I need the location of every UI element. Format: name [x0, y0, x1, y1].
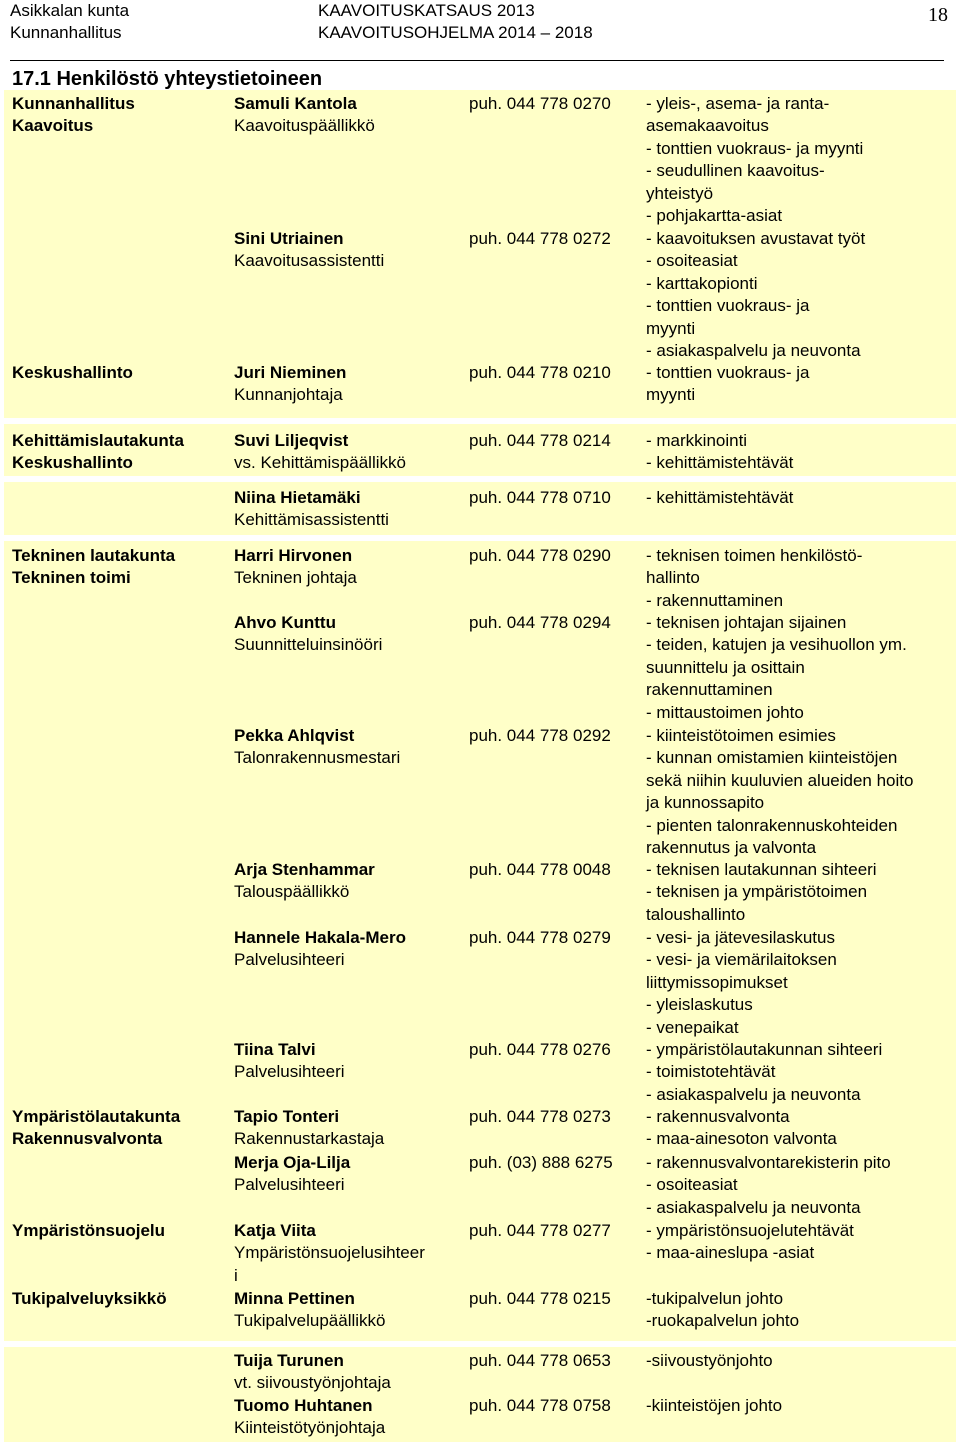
staff-person	[234, 927, 406, 972]
task-item: - seudullinen kaavoitus-	[646, 161, 825, 181]
person-name: Ahvo Kunttu	[234, 613, 336, 632]
department-label	[12, 362, 133, 384]
task-item: - kehittämistehtävät	[646, 453, 794, 473]
task-list	[646, 545, 862, 612]
task-item: - pohjakartta-asiat	[646, 206, 783, 226]
task-item: - kaavoituksen avustavat työt	[646, 229, 866, 248]
task-item: - pienten talonrakennuskohteiden	[646, 815, 898, 835]
department-label	[12, 1220, 165, 1242]
person-name: Hannele Hakala-Mero	[234, 928, 406, 947]
department-label	[12, 1106, 180, 1151]
staff-person	[234, 1106, 384, 1151]
task-item: - yleis-, asema- ja ranta-	[646, 94, 830, 113]
staff-person	[234, 487, 389, 532]
task-item: - osoiteasiat	[646, 251, 738, 271]
row-group-separator	[4, 535, 956, 541]
task-item: - kiinteistötoimen esimies	[646, 726, 836, 745]
person-title: Palvelusihteeri	[234, 950, 345, 970]
department-name: Kaavoitus	[12, 116, 94, 136]
phone-number: puh. 044 778 0292	[469, 726, 611, 745]
task-item: - asiakaspalvelu ja neuvonta	[646, 341, 861, 361]
phone-number: puh. 044 778 0294	[469, 613, 611, 632]
department-label	[12, 430, 184, 475]
task-item: ja kunnossapito	[646, 793, 765, 813]
task-item: rakennutus ja valvonta	[646, 838, 817, 858]
task-item: - mittaustoimen johto	[646, 702, 804, 722]
person-title: Ympäristönsuojelusihteer	[234, 1243, 425, 1263]
task-item: -tukipalvelun johto	[646, 1289, 784, 1308]
staff-person	[234, 725, 400, 770]
person-title: Kehittämisassistentti	[234, 510, 389, 530]
task-item: - rakennuttaminen	[646, 590, 784, 610]
phone-number: puh. 044 778 0277	[469, 1221, 611, 1240]
task-item: - maa-ainesoton valvonta	[646, 1129, 837, 1149]
header-divider	[10, 60, 944, 61]
staff-person	[234, 1288, 386, 1333]
person-name: Tuija Turunen	[234, 1351, 344, 1370]
department-name: Tekninen toimi	[12, 568, 131, 588]
task-item: - asiakaspalvelu ja neuvonta	[646, 1197, 861, 1217]
task-item: -ruokapalvelun johto	[646, 1311, 800, 1331]
task-item: - karttakopionti	[646, 273, 758, 293]
phone-number: puh. 044 778 0270	[469, 94, 611, 113]
task-item: sekä niihin kuuluvien alueiden hoito	[646, 770, 914, 790]
person-name: Samuli Kantola	[234, 94, 357, 113]
person-name: Harri Hirvonen	[234, 546, 353, 565]
task-item: - asiakaspalvelu ja neuvonta	[646, 1084, 861, 1104]
header-doc-title-2: KAAVOITUSOHJELMA 2014 – 2018	[318, 23, 593, 42]
person-name: Katja Viita	[234, 1221, 316, 1240]
task-list	[646, 725, 913, 859]
person-title: Tukipalvelupäällikkö	[234, 1311, 386, 1331]
phone-number: puh. (03) 888 6275	[469, 1153, 613, 1172]
task-item: - yleislaskutus	[646, 995, 753, 1015]
department-name: Tukipalveluyksikkö	[12, 1289, 167, 1308]
phone-number: puh. 044 778 0048	[469, 860, 611, 879]
staff-person	[234, 93, 375, 138]
person-name: Pekka Ahlqvist	[234, 726, 355, 745]
task-item: - tonttien vuokraus- ja	[646, 296, 810, 316]
task-item: - teknisen lautakunnan sihteeri	[646, 860, 877, 879]
person-name: Juri Nieminen	[234, 363, 347, 382]
task-item: - osoiteasiat	[646, 1175, 738, 1195]
task-item: rakennuttaminen	[646, 680, 773, 700]
person-title: Kiinteistötyönjohtaja	[234, 1418, 386, 1438]
phone-number: puh. 044 778 0215	[469, 1289, 611, 1308]
task-item: - rakennusvalvontarekisterin pito	[646, 1153, 891, 1172]
department-name: Keskushallinto	[12, 453, 133, 473]
header-org: Asikkalan kunta	[10, 1, 130, 20]
task-item: - teknisen johtajan sijainen	[646, 613, 847, 632]
row-group-separator	[4, 418, 956, 424]
task-item: - rakennusvalvonta	[646, 1107, 790, 1126]
person-title: i	[234, 1265, 238, 1285]
task-list	[646, 1152, 891, 1219]
header-left	[10, 0, 129, 44]
staff-person	[234, 1220, 425, 1287]
task-list	[646, 1350, 773, 1372]
person-name: Tiina Talvi	[234, 1040, 316, 1059]
staff-person	[234, 1039, 345, 1084]
person-name: Minna Pettinen	[234, 1289, 355, 1308]
phone-number: puh. 044 778 0758	[469, 1396, 611, 1415]
row-group-separator	[4, 476, 956, 482]
task-list	[646, 1039, 882, 1106]
staff-person	[234, 362, 346, 407]
person-title: Kaavoitusassistentti	[234, 251, 385, 271]
staff-person	[234, 1350, 391, 1395]
task-item: liittymissopimukset	[646, 972, 788, 992]
task-list	[646, 430, 793, 475]
section-title: 17.1 Henkilöstö yhteystietoineen	[12, 68, 323, 90]
task-item: - kehittämistehtävät	[646, 488, 794, 507]
task-list	[646, 1395, 782, 1417]
task-item: - ympäristölautakunnan sihteeri	[646, 1040, 883, 1059]
task-item: - tonttien vuokraus- ja myynti	[646, 138, 864, 158]
person-title: Palvelusihteeri	[234, 1062, 345, 1082]
task-item: - teknisen ja ympäristötoimen	[646, 882, 868, 902]
staff-person	[234, 859, 375, 904]
task-item: - maa-aineslupa -asiat	[646, 1243, 815, 1263]
task-list	[646, 1288, 799, 1333]
phone-number: puh. 044 778 0273	[469, 1107, 611, 1126]
department-name: Tekninen lautakunta	[12, 546, 176, 565]
person-name: Tuomo Huhtanen	[234, 1396, 373, 1415]
staff-person	[234, 612, 382, 657]
person-name: Tapio Tonteri	[234, 1107, 340, 1126]
header-unit: Kunnanhallitus	[10, 23, 122, 42]
department-name: Keskushallinto	[12, 363, 133, 382]
person-title: Kaavoituspäällikkö	[234, 116, 375, 136]
task-item: hallinto	[646, 568, 700, 588]
person-name: Arja Stenhammar	[234, 860, 375, 879]
task-item: asemakaavoitus	[646, 116, 769, 136]
department-name: Kunnanhallitus	[12, 94, 135, 113]
task-item: - vesi- ja viemärilaitoksen	[646, 950, 837, 970]
phone-number: puh. 044 778 0210	[469, 363, 611, 382]
person-title: Palvelusihteeri	[234, 1175, 345, 1195]
task-list	[646, 927, 837, 1039]
person-title: vt. siivoustyönjohtaja	[234, 1373, 391, 1393]
task-item: - kunnan omistamien kiinteistöjen	[646, 748, 898, 768]
person-title: Talouspäällikkö	[234, 882, 350, 902]
phone-number: puh. 044 778 0653	[469, 1351, 611, 1370]
person-title: Kunnanjohtaja	[234, 385, 343, 405]
header-doc-title-1: KAAVOITUSKATSAUS 2013	[318, 1, 535, 20]
task-item: - teknisen toimen henkilöstö-	[646, 546, 863, 565]
phone-number: puh. 044 778 0272	[469, 229, 611, 248]
task-item: - teiden, katujen ja vesihuollon ym.	[646, 635, 907, 655]
task-item: - ympäristönsuojelutehtävät	[646, 1221, 854, 1240]
person-title: Suunnitteluinsinööri	[234, 635, 383, 655]
staff-person	[234, 545, 357, 590]
staff-person	[234, 228, 384, 273]
person-name: Sini Utriainen	[234, 229, 344, 248]
department-name: Rakennusvalvonta	[12, 1129, 163, 1149]
phone-number: puh. 044 778 0710	[469, 488, 611, 507]
department-label	[12, 93, 135, 138]
task-list	[646, 487, 793, 509]
staff-person	[234, 1395, 385, 1440]
task-item: suunnittelu ja osittain	[646, 657, 805, 677]
department-name: Ympäristönsuojelu	[12, 1221, 166, 1240]
person-title: vs. Kehittämispäällikkö	[234, 453, 406, 473]
task-item: - tonttien vuokraus- ja	[646, 363, 810, 382]
task-item: taloushallinto	[646, 904, 746, 924]
person-title: Rakennustarkastaja	[234, 1129, 385, 1149]
task-item: - toimistotehtävät	[646, 1062, 776, 1082]
task-item: myynti	[646, 385, 696, 405]
task-list	[646, 859, 877, 926]
task-item: - venepaikat	[646, 1017, 739, 1037]
phone-number: puh. 044 778 0290	[469, 546, 611, 565]
person-title: Talonrakennusmestari	[234, 748, 401, 768]
person-name: Merja Oja-Lilja	[234, 1153, 351, 1172]
task-item: -siivoustyönjohto	[646, 1351, 773, 1370]
task-item: - markkinointi	[646, 431, 748, 450]
person-name: Niina Hietamäki	[234, 488, 361, 507]
task-list	[646, 1106, 837, 1151]
staff-person	[234, 430, 406, 475]
page-number: 18	[928, 4, 948, 26]
task-list	[646, 612, 907, 724]
task-list	[646, 228, 865, 362]
task-item: myynti	[646, 318, 696, 338]
task-item: - vesi- ja jätevesilaskutus	[646, 928, 835, 947]
person-name: Suvi Liljeqvist	[234, 431, 349, 450]
task-item: -kiinteistöjen johto	[646, 1396, 783, 1415]
task-item: yhteistyö	[646, 183, 714, 203]
department-label	[12, 545, 175, 590]
header-center	[318, 0, 593, 44]
task-list	[646, 1220, 854, 1265]
row-group-separator	[4, 1341, 956, 1347]
task-list	[646, 93, 863, 227]
department-name: Kehittämislautakunta	[12, 431, 184, 450]
department-name: Ympäristölautakunta	[12, 1107, 181, 1126]
person-title: Tekninen johtaja	[234, 568, 357, 588]
department-label	[12, 1288, 167, 1310]
phone-number: puh. 044 778 0214	[469, 431, 611, 450]
phone-number: puh. 044 778 0279	[469, 928, 611, 947]
staff-person	[234, 1152, 350, 1197]
phone-number: puh. 044 778 0276	[469, 1040, 611, 1059]
task-list	[646, 362, 809, 407]
